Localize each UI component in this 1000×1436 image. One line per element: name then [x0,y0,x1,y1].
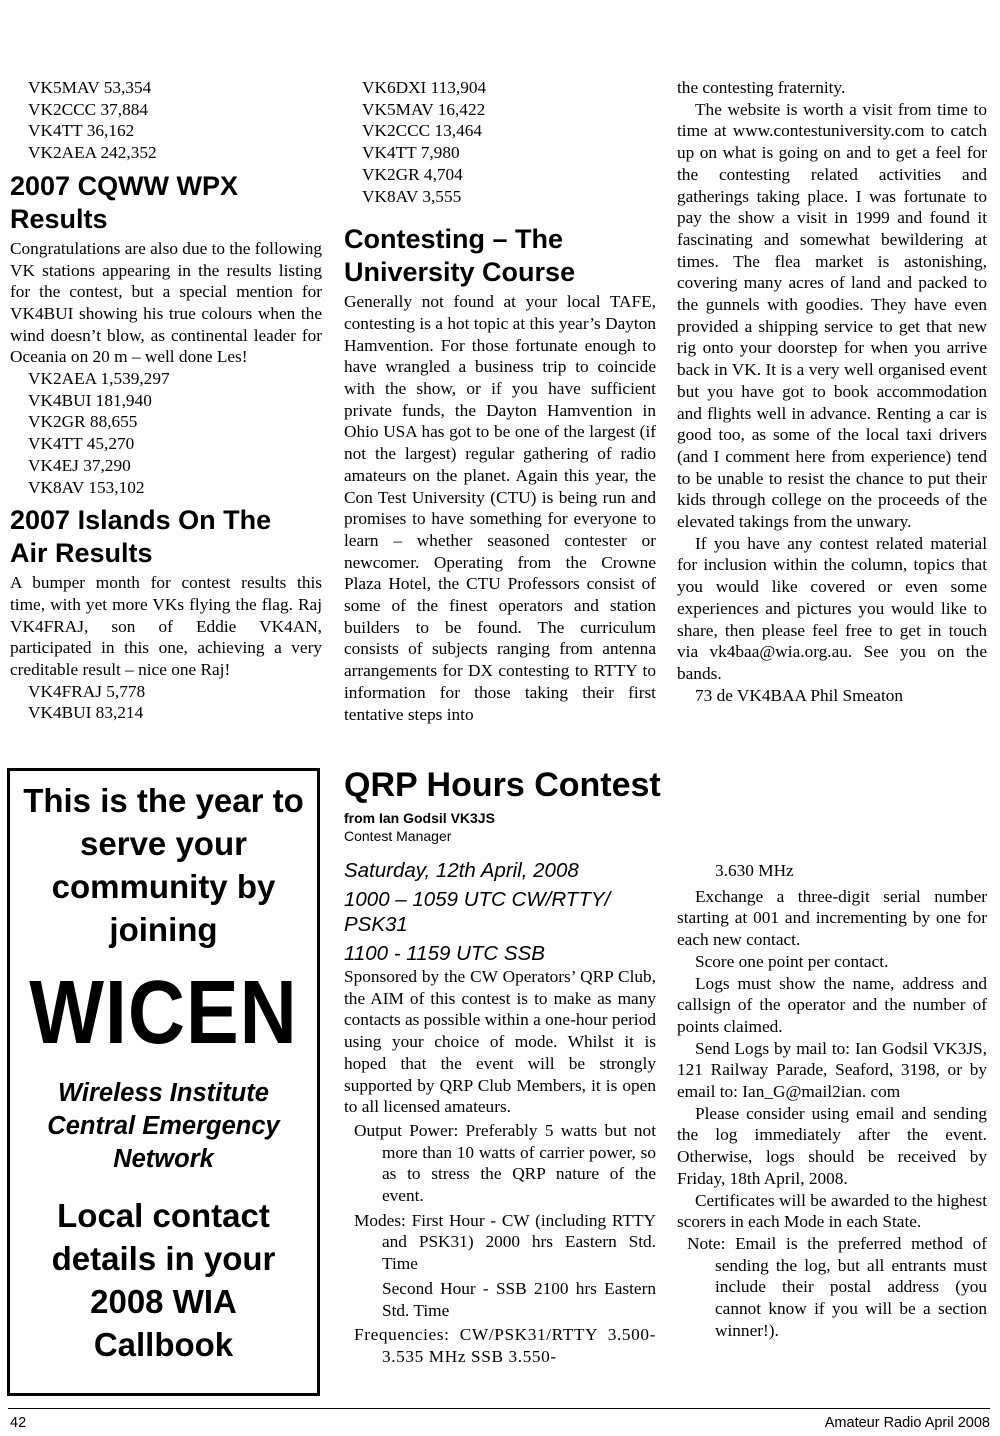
qrp-score: Score one point per contact. [695,951,889,971]
qrp-column-a [344,858,656,1368]
column-1 [10,77,322,724]
list-item: VK4TT 36,162 [28,121,135,141]
wpx-heading: 2007 CQWW WPX Results [10,170,239,234]
list-item: VK2AEA 242,352 [28,143,157,163]
list-item: VK2AEA 1,539,297 [28,369,170,389]
ad-headline: This is the year to serve your community by joining [23,782,304,948]
list-item: VK2CCC 13,464 [362,121,483,141]
ctu-body: Generally not found at your local TAFE, contesting is a hot topic at this year’s Dayton Hamvention. For those fortunate enough to have wrangled a business trip to coincide with the show, or if you have sufficient private funds, the Dayton Hamvention in Ohio USA has got to be one of the largest (if not the largest) regular gathering of radio amateurs on the planet. Again this year, the Con Test University (CTU) is being run and promises to have something for everyone to learn – whether seasoned contester or newcomer. Operating from the Crowne Plaza Hotel, the CTU Professors consist of some of the finest operators and station builders to be found. The curriculum consists of subjects ranging from antenna arrangements for DX contesting to RTTY to information for those taking their first tentative steps into [344,292,656,724]
list-item: VK4BUI 83,214 [28,703,144,723]
page-footer [8,1408,990,1435]
qrp-byline: from Ian Godsil VK3JS [344,810,495,826]
list-item: VK5MAV 16,422 [362,99,486,119]
qrp-frequencies: Frequencies: CW/PSK31/RTTY 3.500-3.535 MHz SSB 3.550- [354,1325,656,1366]
list-item: VK4EJ 37,290 [28,455,131,475]
qrp-time-ssb: 1100 - 1159 UTC SSB [344,942,545,965]
qrp-consider-email: Please consider using email and sending the log immediately after the event. Otherwise, logs should be received by Friday, 18th April, 2008. [677,1103,987,1188]
wpx-body: Congratulations are also due to the following VK stations appearing in the results listing for the contest, but a special mention for VK4BUI showing his true colours when the wind doesn’t blow, as continental leader for Oceania on 20 m – well done Les! [10,238,322,367]
ctu-continued: the contesting fraternity. [677,78,846,97]
iota-body: A bumper month for contest results this time, with yet more VKs flying the flag. Raj VK4FRAJ, son of Eddie VK4AN, participated in this one, achieving a very creditable result – nice one Raj! [10,573,322,680]
list-item: VK2CCC 37,884 [28,99,149,119]
signoff: 73 de VK4BAA Phil Smeaton [695,685,904,705]
qrp-exchange: Exchange a three-digit serial number starting at 001 and incrementing by one for each new contact. [677,886,987,950]
qrp-role: Contest Manager [344,828,452,844]
qrp-column-b [677,860,987,1341]
qrp-frequencies-cont: 3.630 MHz [715,861,794,880]
ctu-heading: Contesting – The University Course [344,224,576,288]
qrp-heading: QRP Hours Contest [344,766,661,804]
page-number: 42 [10,1415,27,1431]
column-2 [344,77,656,725]
wpx-score-list [10,368,322,498]
list-item: VK2GR 88,655 [28,412,138,432]
website-paragraph: The website is worth a visit from time to time at www.contestuniversity.com to catch up on what is going on and to get a feel for the contesting related activities and gatherings taking place. I was fortunate to pay the show a visit in 1999 and found it fascinating and somewhat bewildering at times. The flea market is astonishing, covering many acres of land and packed to the gunnels with goodies. They have even provided a shipping service to get that new rig onto your doorstep for when you arrive back in VK. It is a very well organised event but you have got to book accommodation and flights well in advance. Renting a car is good too, as some of the local taxi drivers (and I comment here from experience) tend to be unable to resist the chance to put their kids through college on the proceeds of the elevated takings from the unwary. [677,99,987,532]
column-3 [677,77,987,706]
qrp-send-logs: Send Logs by mail to: Ian Godsil VK3JS, 121 Railway Parade, Seaford, 3198, or by email to: Ian_G@mail2ian. com [677,1038,987,1102]
qrp-date: Saturday, 12th April, 2008 [344,859,579,882]
ad-wicen-title: WICEN [29,963,298,1063]
ad-contact-note: Local contact details in your 2008 WIA Callbook [51,1197,276,1363]
iota-heading: 2007 Islands On The Air Results [10,505,272,569]
wicen-advertisement [7,768,320,1396]
list-item: VK4FRAJ 5,778 [28,681,146,701]
list-item: VK4TT 45,270 [28,434,135,454]
ad-wicen-expansion: Wireless Institute Central Emergency Network [47,1079,280,1173]
qrp-section-header [344,765,984,845]
top-score-list-2 [344,77,656,207]
qrp-modes-second: Second Hour - SSB 2100 hrs Eastern Std. Time [382,1278,656,1320]
qrp-intro: Sponsored by the CW Operators’ QRP Club, the AIM of this contest is to make as many contacts as possible within a one-hour period using your choice of mode. Whilst it is hoped that the event will be strongly supported by QRP Club Members, it is open to all licensed amateurs. [344,967,656,1117]
list-item: VK4TT 7,980 [362,143,460,163]
qrp-output-power: Output Power: Preferably 5 watts but not more than 10 watts of carrier power, so as to stress the QRP nature of the event. [354,1120,656,1206]
contact-paragraph: If you have any contest related material for inclusion within the column, topics that you would like covered or even some experiences and pictures you would like to share, then please feel free to get in touch via vk4baa@wia.org.au. See you on the bands. [677,533,987,683]
list-item: VK4BUI 181,940 [28,390,152,410]
qrp-logs: Logs must show the name, address and callsign of the operator and the number of points claimed. [677,973,987,1036]
list-item: VK2GR 4,704 [362,164,463,184]
qrp-time-cw: 1000 – 1059 UTC CW/RTTY/ PSK31 [344,888,611,936]
list-item: VK8AV 153,102 [28,477,145,497]
list-item: VK5MAV 53,354 [28,78,152,97]
list-item: VK8AV 3,555 [362,186,462,206]
iota-score-list [10,681,322,724]
qrp-certificates: Certificates will be awarded to the highest scorers in each Mode in each State. [677,1190,987,1232]
top-score-list [10,77,322,164]
publication-name: Amateur Radio April 2008 [824,1415,990,1431]
qrp-modes: Modes: First Hour - CW (including RTTY and PSK31) 2000 hrs Eastern Std. Time [354,1210,656,1274]
list-item: VK6DXI 113,904 [362,78,487,97]
qrp-note: Note: Email is the preferred method of sending the log, but all entrants must include their postal address (you cannot know if you will be a section winner!). [687,1233,987,1340]
